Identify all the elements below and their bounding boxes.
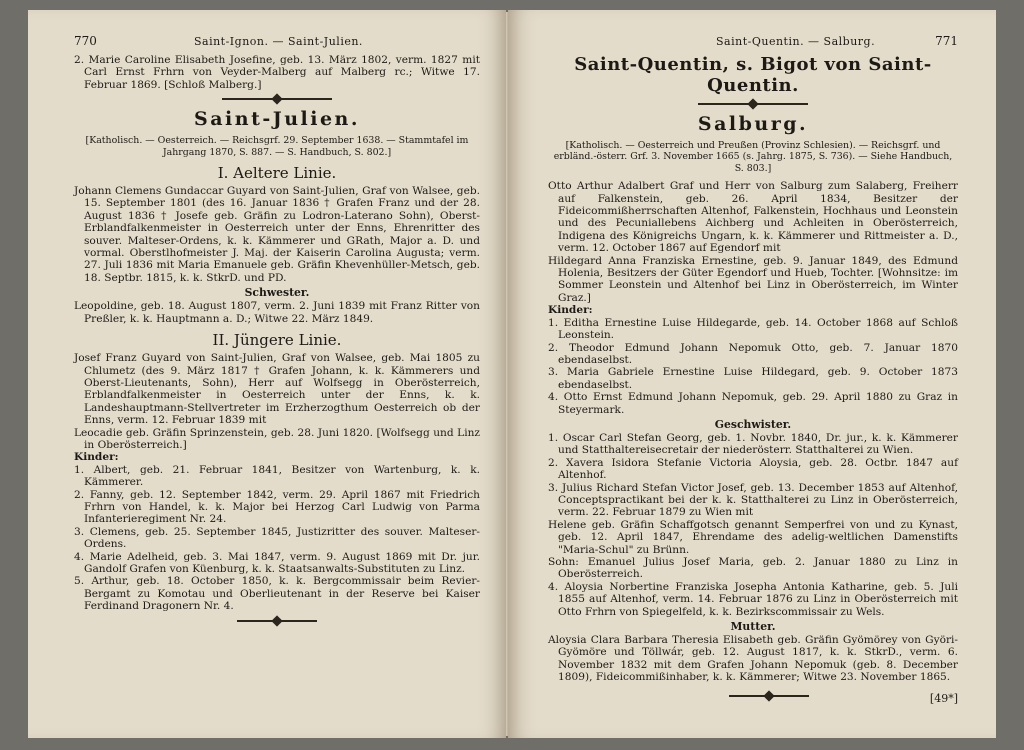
list-item: 2. Xavera Isidora Stefanie Victoria Aloysia, geb. 28. Octbr. 1847 auf Altenhof.	[548, 456, 958, 482]
head-entry: Otto Arthur Adalbert Graf und Herr von Salburg zum Salaberg, Freiherr auf Falkenstein, geb. 26. April 1834, Besitzer der Fideicommißherrschaften Altenhof, Falkenstein, Hochhaus und Leonstein und des Pecuniallebens Aichberg und Achleiten in Oberösterreich, Indigena des Königreichs Ungarn, k. k. Kämmerer und Rittmeister a. D., verm. 12. October 1867 auf Egendorf mit	[548, 180, 958, 255]
list-item: Sohn: Emanuel Julius Josef Maria, geb. 2. Januar 1880 zu Linz in Oberösterreich.	[548, 556, 958, 581]
family-title: Saint-Julien.	[194, 108, 360, 131]
children-label: Kinder:	[548, 304, 593, 317]
family-note: [Katholisch. — Oesterreich und Preußen (Provinz Schlesien). — Reichsgrf. und erbländ.-österr. Grf. 3. November 1665 (s. Jahrg. 1875, S. 736). — Siehe Handbuch, S. 803.]	[553, 140, 953, 174]
ornament-divider	[74, 98, 480, 100]
ornament-divider	[74, 620, 480, 622]
ornament-divider	[548, 103, 958, 105]
list-item: 4. Marie Adelheid, geb. 3. Mai 1847, verm. 9. August 1869 mit Dr. jur. Gandolf Grafen von Küenburg, k. k. Staatsanwalts-Substituten zu Linz.	[74, 550, 480, 575]
list-item: 3. Julius Richard Stefan Victor Josef, geb. 13. December 1853 auf Altenhof, Conceptspractikant bei der k. k. Statthalterei zu Linz in Oberösterreich, verm. 22. Februar 1879 zu Wien mit	[548, 481, 958, 519]
sister-entry: Leopoldine, geb. 18. August 1807, verm. 2. Juni 1839 mit Franz Ritter von Preßler, k. k. Hauptmann a. D.; Witwe 22. März 1849.	[74, 300, 480, 325]
children-label: Kinder:	[74, 451, 119, 464]
subheading: Mutter.	[730, 620, 776, 634]
left-page-header	[74, 34, 480, 48]
list-item: Helene geb. Gräfin Schaffgotsch genannt Semperfrei von und zu Kynast, geb. 12. April 1847, Ehrendame des adelig-weltlichen Damenstifts "Maria-Schul" zu Brünn.	[548, 518, 958, 556]
list-item: 4. Otto Ernst Edmund Johann Nepomuk, geb. 29. April 1880 zu Graz in Steyermark.	[548, 391, 958, 416]
right-running-title: Saint-Quentin. — Salburg.	[716, 35, 876, 48]
list-item: 4. Aloysia Norbertine Franziska Josepha Antonia Katharine, geb. 5. Juli 1855 auf Altenhof, verm. 14. Februar 1876 zu Linz in Oberösterreich mit Otto Frhrn von Spiegelfeld, k. k. Bezirkscommissair zu Wels.	[548, 580, 958, 618]
list-item: 1. Albert, geb. 21. Februar 1841, Besitzer von Wartenburg, k. k. Kämmerer.	[74, 463, 480, 489]
mother-entry: Aloysia Clara Barbara Theresia Elisabeth geb. Gräfin Gyömörey von Györi-Gyömöre und Töllwár, geb. 12. August 1817, k. k. StkrD., verm. 6. November 1832 mit dem Grafen Johann Nepomuk (geb. 8. December 1809), Fideicommißinhaber, k. k. Kämmerer; Witwe 23. November 1865.	[548, 634, 958, 684]
signature-mark: [49*]	[929, 691, 958, 705]
right-page-number: 771	[935, 34, 958, 48]
left-page	[28, 10, 506, 738]
cross-reference-title: Saint-Quentin, s. Bigot von Saint-Quentin.	[574, 54, 932, 96]
list-item: 1. Editha Ernestine Luise Hildegarde, geb. 14. October 1868 auf Schloß Leonstein.	[548, 316, 958, 342]
left-running-title: Saint-Ignon. — Saint-Julien.	[193, 35, 363, 48]
section-title: I. Aeltere Linie.	[217, 164, 337, 183]
wife-entry: Leocadie geb. Gräfin Sprinzenstein, geb. 28. Juni 1820. [Wolfsegg und Linz in Oberösterreich.]	[74, 426, 480, 451]
ornament-divider	[729, 695, 809, 697]
section-title: II. Jüngere Linie.	[212, 331, 342, 350]
subheading: Schwester.	[244, 286, 310, 300]
list-item: 2. Fanny, geb. 12. September 1842, verm. 29. April 1867 mit Friedrich Frhrn von Handel, k. k. Major bei Herzog Carl Ludwig von Parma Infanterieregiment Nr. 24.	[74, 488, 480, 526]
list-item: 2. Theodor Edmund Johann Nepomuk Otto, geb. 7. Januar 1870 ebendaselbst.	[548, 341, 958, 366]
section-head-entry: Johann Clemens Gundaccar Guyard von Saint-Julien, Graf von Walsee, geb. 15. September 1801 (des 16. Januar 1836 † Grafen Franz und der 28. August 1836 † Josefe geb. Gräfin zu Lodron-Laterano Sohn), Oberst-Erblandfalkenmeister in Oesterreich unter der Enns, Ehrenritter des souver. Malteser-Ordens, k. k. Kämmerer und GRath, Major a. D. und vormal. Oberstlhofmeister J. Maj. der Kaiserin Carolina Augusta; verm. 27. Juli 1836 mit Maria Emanuele geb. Gräfin Khevenhüller-Metsch, geb. 18. Septbr. 1815, k. k. StkrD. und PD.	[74, 185, 480, 284]
section-head-entry: Josef Franz Guyard von Saint-Julien, Graf von Walsee, geb. Mai 1805 zu Chlumetz (des 9. März 1817 † Grafen Johann, k. k. Kämmerers und Oberst-Lieutenants, Sohn), Herr auf Wolfsegg in Oberösterreich, Erblandfalkenmeister in Oesterreich unter der Enns, k. k. Landeshauptmann-Stellvertreter im Erzherzogthum Oesterreich ob der Enns, verm. 12. Februar 1839 mit	[74, 352, 480, 427]
list-item: 1. Oscar Carl Stefan Georg, geb. 1. Novbr. 1840, Dr. jur., k. k. Kämmerer und Statthaltereisecretair der niederösterr. Statthalterei zu Wien.	[548, 431, 958, 457]
list-item: 3. Maria Gabriele Ernestine Luise Hildegard, geb. 9. October 1873 ebendaselbst.	[548, 366, 958, 391]
left-page-number: 770	[74, 34, 97, 48]
right-page-header	[548, 34, 958, 48]
intro-entry: 2. Marie Caroline Elisabeth Josefine, geb. 13. März 1802, verm. 1827 mit Carl Ernst Frhrn von Veyder-Malberg auf Malberg rc.; Witwe 17. Februar 1869. [Schloß Malberg.]	[74, 54, 480, 91]
family-note: [Katholisch. — Oesterreich. — Reichsgrf. 29. September 1638. — Stammtafel im Jahrgang 1870, S. 887. — S. Handbuch, S. 802.]	[85, 135, 469, 158]
subheading: Geschwister.	[714, 417, 792, 431]
family-title: Salburg.	[697, 113, 809, 135]
list-item: 3. Clemens, geb. 25. September 1845, Justizritter des souver. Malteser-Ordens.	[74, 525, 480, 551]
right-page	[508, 10, 996, 738]
list-item: 5. Arthur, geb. 18. October 1850, k. k. Bergcommissair beim Revier-Bergamt zu Komotau und Oberlieutenant in der Reserve bei Kaiser Ferdinand Dragonern Nr. 4.	[74, 575, 480, 613]
wife-entry: Hildegard Anna Franziska Ernestine, geb. 9. Januar 1849, des Edmund Holenia, Besitzers der Güter Egendorf und Hueb, Tochter. [Wohnsitze: im Sommer Leonstein und Altenhof bei Linz in Oberösterreich, im Winter Graz.]	[548, 254, 958, 304]
